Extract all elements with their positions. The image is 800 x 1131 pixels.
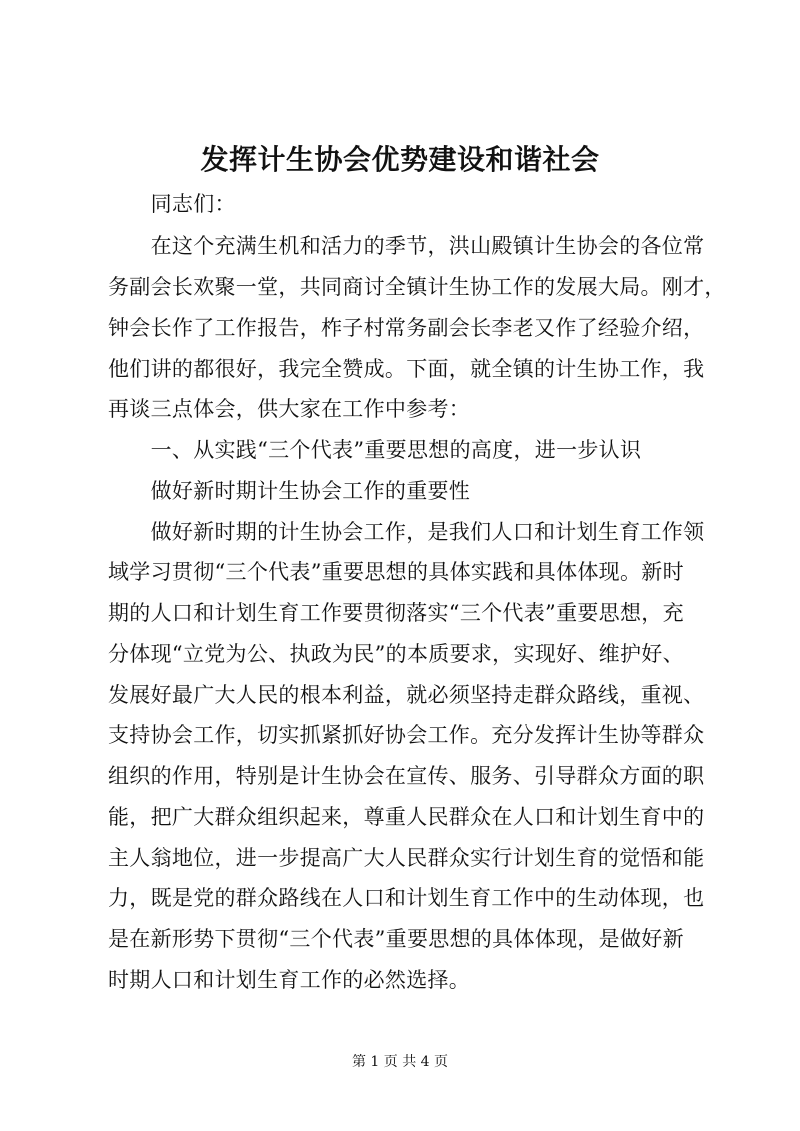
text-line: 做好新时期的计生协会工作，是我们人口和计划生育工作领	[108, 520, 705, 544]
section-heading-line: 做好新时期计生协会工作的重要性	[108, 479, 471, 503]
text-line: 发展好最广大人民的根本利益，就必须坚持走群众路线，重视、	[108, 683, 705, 707]
text-line: 同志们：	[108, 192, 236, 216]
text-line: 主人翁地位，进一步提高广大人民群众实行计划生育的觉悟和能	[108, 846, 705, 870]
text-line: 是在新形势下贯彻“三个代表”重要思想的具体体现，是做好新	[108, 927, 684, 951]
document-title: 发挥计生协会优势建设和谐社会	[200, 143, 600, 176]
text-line: 他们讲的都很好，我完全赞成。下面，就全镇的计生协工作，我	[108, 357, 705, 381]
text-line: 在这个充满生机和活力的季节，洪山殿镇计生协会的各位常	[108, 234, 705, 258]
text-line: 支持协会工作，切实抓紧抓好协会工作。充分发挥计生协等群众	[108, 723, 705, 747]
page-footer: 第 1 页 共 4 页	[351, 1054, 449, 1070]
text-line: 力，既是党的群众路线在人口和计划生育工作中的生动体现，也	[108, 886, 705, 910]
section-heading-line: 一、从实践“三个代表”重要思想的高度，进一步认识	[108, 438, 642, 462]
text-line: 域学习贯彻“三个代表”重要思想的具体实践和具体体现。新时	[108, 560, 684, 584]
text-line: 钟会长作了工作报告，柞子村常务副会长李老又作了经验介绍，	[108, 316, 705, 340]
text-line: 时期人口和计划生育工作的必然选择。	[108, 968, 471, 992]
text-line: 务副会长欢聚一堂，共同商讨全镇计生协工作的发展大局。刚才，	[108, 275, 726, 299]
text-line: 能，把广大群众组织起来，尊重人民群众在人口和计划生育中的	[108, 805, 705, 829]
text-line: 组织的作用，特别是计生协会在宣传、服务、引导群众方面的职	[108, 764, 705, 788]
text-line: 再谈三点体会，供大家在工作中参考：	[108, 397, 471, 421]
text-line: 期的人口和计划生育工作要贯彻落实“三个代表”重要思想，充	[108, 601, 684, 625]
text-line: 分体现“立党为公、执政为民”的本质要求，实现好、维护好、	[108, 642, 684, 666]
